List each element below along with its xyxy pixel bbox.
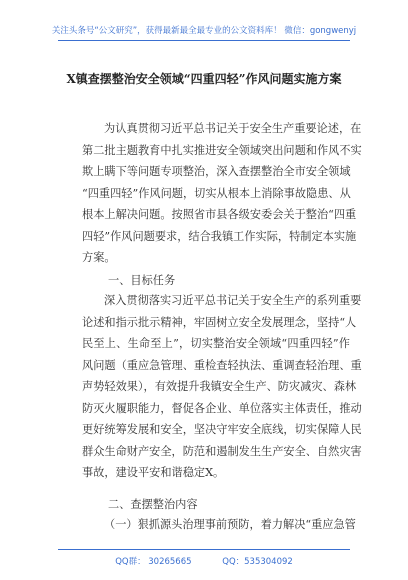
paragraph-line: 四轻”作风问题要求，结合我镇工作实际，特制定本实施 [82, 229, 357, 243]
paragraph-goals [82, 290, 362, 484]
paragraph-line: 方案。 [82, 251, 116, 264]
paragraph-line: 第二批主题教育中扎实推进安全领域突出问题和作风不实 [82, 143, 362, 157]
paragraph-line: 风问题（重应急管理、重检查轻执法、重调查轻治理、重 [82, 358, 362, 372]
paragraph-line: 民至上、生命至上”，切实整治安全领域“四重四轻”作 [82, 337, 350, 350]
paragraph-intro [82, 118, 362, 269]
document-title: X镇查摆整治安全领域“四重四轻”作风问题实施方案 [66, 72, 342, 86]
paragraph-line: 防灭火履职能力，督促各企业、单位落实主体责任，推动 [82, 401, 362, 415]
paragraph-line: 群众生命财产安全，防范和遏制发生生产安全、自然灾害 [82, 444, 362, 458]
header-divider [58, 40, 350, 41]
paragraph-line: 论述和指示批示精神，牢固树立安全发展理念，坚持“人 [82, 315, 357, 329]
qq-text: QQ：535304092 [222, 557, 293, 567]
paragraph-line: 根本上解决问题。按照省市县各级安委会关于整治“四重 [82, 208, 357, 221]
paragraph-line: 声势轻效果），有效提升我镇安全生产、防灾减灾、森林 [82, 380, 357, 393]
paragraph-line: 事故，建设平安和谐稳定X。 [82, 466, 225, 479]
paragraph-line: “四重四轻”作风问题，切实从根本上消除事故隐患、从 [82, 186, 351, 200]
paragraph-line: 深入贯彻落实习近平总书记关于安全生产的系列重要 [104, 294, 362, 307]
paragraph-line: （一）狠抓源头治理事前预防，着力解决“重应急管 [104, 518, 356, 531]
footer-divider [58, 549, 350, 550]
section-heading-goals: 一、目标任务 [108, 274, 176, 287]
paragraph-line: 更好统筹发展和安全，坚决守牢安全底线，切实保障人民 [82, 423, 362, 436]
section-heading-content: 二、查摆整治内容 [108, 498, 198, 511]
paragraph-line: 为认真贯彻习近平总书记关于安全生产重要论述，在 [104, 122, 362, 135]
paragraph-content [82, 514, 356, 536]
promo-banner: 关注头条号“公文研究”，获得最新最全最专业的公文资料库！ 微信：gongwenyj [51, 26, 357, 36]
footer-contact [0, 555, 408, 567]
paragraph-line: 欺上瞒下等问题专项整治，深入查摆整治全市安全领域 [82, 165, 351, 178]
qq-group-text: QQ群： 30265665 [115, 557, 192, 567]
